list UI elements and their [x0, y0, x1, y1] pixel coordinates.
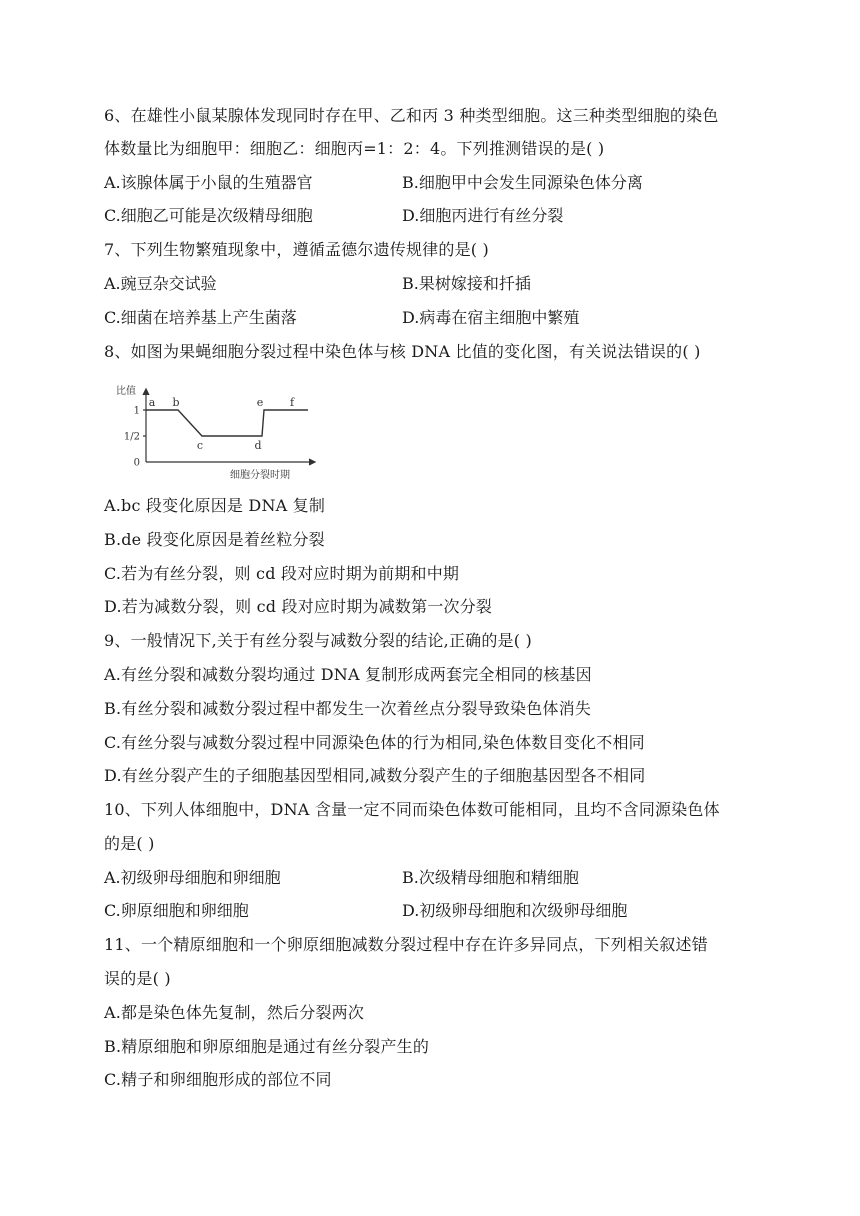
- y-axis-arrow: [143, 389, 149, 395]
- q9-option-d: D.有丝分裂产生的子细胞基因型相同,减数分裂产生的子细胞基因型各不相同: [104, 766, 646, 785]
- q7-option-c: C.细菌在培养基上产生菌落: [104, 308, 297, 327]
- q6-option-b: B.细胞甲中会发生同源染色体分离: [402, 173, 643, 192]
- q8-stem-line1: 8、如图为果蝇细胞分裂过程中染色体与核 DNA 比值的变化图，有关说法错误的( ): [104, 342, 701, 361]
- q9-stem-line1: 9、一般情况下,关于有丝分裂与减数分裂的结论,正确的是( ): [104, 631, 532, 650]
- point-label-b: b: [172, 396, 180, 409]
- q11-option-b: B.精原细胞和卵原细胞是通过有丝分裂产生的: [104, 1037, 430, 1056]
- ratio-line: [146, 410, 308, 436]
- q10-stem-line1: 10、下列人体细胞中，DNA 含量一定不同而染色体数可能相同，且均不含同源染色体: [104, 800, 720, 819]
- q6-stem-line2: 体数量比为细胞甲：细胞乙：细胞丙=1：2：4。下列推测错误的是( ): [104, 139, 605, 158]
- q10-stem-line2: 的是( ): [104, 834, 155, 853]
- q10-option-d: D.初级卵母细胞和次级卵母细胞: [402, 901, 628, 920]
- y-tick-label: 0: [133, 457, 140, 469]
- point-label-a: a: [148, 396, 156, 409]
- q6-stem-line1: 6、在雄性小鼠某腺体发现同时存在甲、乙和丙 3 种类型细胞。这三种类型细胞的染色: [104, 106, 719, 125]
- y-axis-label: 比值: [116, 386, 136, 397]
- q8-option-d: D.若为减数分裂，则 cd 段对应时期为减数第一次分裂: [104, 597, 493, 616]
- q10-option-b: B.次级精母细胞和精细胞: [402, 868, 579, 887]
- point-label-e: e: [256, 396, 264, 409]
- q6-option-c: C.细胞乙可能是次级精母细胞: [104, 206, 313, 225]
- q9-option-b: B.有丝分裂和减数分裂过程中都发生一次着丝点分裂导致染色体消失: [104, 699, 592, 718]
- q9-option-c: C.有丝分裂与减数分裂过程中同源染色体的行为相同,染色体数目变化不相同: [104, 733, 645, 752]
- q7-option-a: A.豌豆杂交试验: [104, 274, 217, 293]
- q8-option-b: B.de 段变化原因是着丝粒分裂: [104, 530, 325, 549]
- q6-option-a: A.该腺体属于小鼠的生殖器官: [104, 173, 313, 192]
- y-tick-label: 1: [133, 405, 140, 417]
- q9-option-a: A.有丝分裂和减数分裂均通过 DNA 复制形成两套完全相同的核基因: [104, 665, 592, 684]
- q11-option-c: C.精子和卵细胞形成的部位不同: [104, 1070, 332, 1089]
- q8-option-a: A.bc 段变化原因是 DNA 复制: [104, 496, 326, 515]
- q11-stem-line2: 误的是( ): [104, 969, 171, 988]
- x-axis-label: 细胞分裂时期: [230, 470, 290, 480]
- y-tick-label: 1/2: [123, 431, 140, 443]
- q7-option-b: B.果树嫁接和扦插: [402, 274, 531, 293]
- q11-stem-line1: 11、一个精原细胞和一个卵原细胞减数分裂过程中存在许多异同点，下列相关叙述错: [104, 935, 708, 954]
- x-axis-arrow: [309, 459, 315, 465]
- q7-option-d: D.病毒在宿主细胞中繁殖: [402, 308, 580, 327]
- ratio-chart: [112, 380, 332, 480]
- q7-stem-line1: 7、下列生物繁殖现象中，遵循孟德尔遗传规律的是( ): [104, 240, 489, 259]
- point-label-c: c: [196, 439, 204, 452]
- q10-option-c: C.卵原细胞和卵细胞: [104, 901, 249, 920]
- q8-option-c: C.若为有丝分裂，则 cd 段对应时期为前期和中期: [104, 564, 460, 583]
- point-label-f: f: [289, 396, 295, 409]
- q11-option-a: A.都是染色体先复制，然后分裂两次: [104, 1003, 365, 1022]
- point-label-d: d: [254, 439, 262, 452]
- q10-option-a: A.初级卵母细胞和卵细胞: [104, 868, 281, 887]
- q6-option-d: D.细胞丙进行有丝分裂: [402, 206, 564, 225]
